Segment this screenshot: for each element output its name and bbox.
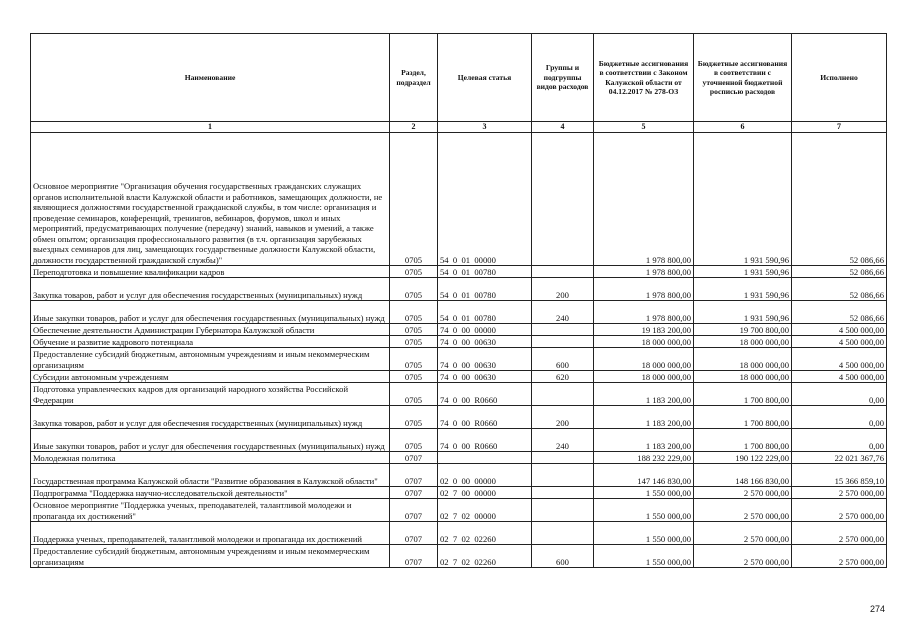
row-refined: 2 570 000,00 — [694, 545, 792, 568]
row-target: 74 0 00 00630 — [438, 371, 532, 383]
row-group — [532, 336, 594, 348]
row-law: 147 146 830,00 — [594, 464, 694, 487]
table-row — [31, 301, 887, 324]
row-section: 0705 — [390, 383, 438, 406]
col-number: 1 — [31, 122, 390, 133]
row-executed: 0,00 — [792, 406, 887, 429]
row-executed: 4 500 000,00 — [792, 324, 887, 336]
table-row — [31, 324, 887, 336]
row-group — [532, 499, 594, 522]
row-name: Закупка товаров, работ и услуг для обеспечения государственных (муниципальных) нужд — [31, 278, 390, 301]
row-executed: 2 570 000,00 — [792, 487, 887, 499]
row-target: 74 0 00 00630 — [438, 348, 532, 371]
header-target: Целевая статья — [438, 34, 532, 122]
row-executed: 52 086,66 — [792, 301, 887, 324]
row-executed: 4 500 000,00 — [792, 336, 887, 348]
header-law: Бюджетные ассигнования в соответствии с Законом Калужской области от 04.12.2017 № 278-ОЗ — [594, 34, 694, 122]
row-group — [532, 522, 594, 545]
row-executed: 2 570 000,00 — [792, 499, 887, 522]
row-executed: 4 500 000,00 — [792, 348, 887, 371]
row-name: Подготовка управленческих кадров для организаций народного хозяйства Российской Федерации — [31, 383, 390, 406]
table-row — [31, 452, 887, 464]
row-name: Субсидии автономным учреждениям — [31, 371, 390, 383]
row-target: 74 0 00 00000 — [438, 324, 532, 336]
row-law: 1 550 000,00 — [594, 487, 694, 499]
row-law: 1 550 000,00 — [594, 545, 694, 568]
row-target: 54 0 01 00780 — [438, 301, 532, 324]
row-law: 18 000 000,00 — [594, 348, 694, 371]
row-target: 74 0 00 R0660 — [438, 429, 532, 452]
row-name: Обучение и развитие кадрового потенциала — [31, 336, 390, 348]
row-refined: 1 931 590,96 — [694, 278, 792, 301]
table-row — [31, 464, 887, 487]
row-target — [438, 452, 532, 464]
row-section: 0707 — [390, 464, 438, 487]
row-section: 0707 — [390, 487, 438, 499]
row-law: 1 978 800,00 — [594, 301, 694, 324]
row-group — [532, 266, 594, 278]
row-group — [532, 452, 594, 464]
row-name: Основное мероприятие "Поддержка ученых, преподавателей, талантливой молодежи и пропаганда их достижений" — [31, 499, 390, 522]
row-refined: 18 000 000,00 — [694, 371, 792, 383]
row-refined: 1 700 800,00 — [694, 383, 792, 406]
table-row — [31, 429, 887, 452]
row-target: 54 0 01 00000 — [438, 133, 532, 266]
table-row — [31, 266, 887, 278]
row-section: 0705 — [390, 406, 438, 429]
table-row — [31, 336, 887, 348]
col-number: 5 — [594, 122, 694, 133]
row-group — [532, 133, 594, 266]
row-target: 02 7 02 00000 — [438, 499, 532, 522]
row-refined: 1 931 590,96 — [694, 266, 792, 278]
row-refined: 1 931 590,96 — [694, 133, 792, 266]
row-law: 18 000 000,00 — [594, 336, 694, 348]
table-row — [31, 278, 887, 301]
row-target: 02 7 02 02260 — [438, 522, 532, 545]
row-law: 1 978 800,00 — [594, 133, 694, 266]
col-number: 3 — [438, 122, 532, 133]
row-name: Предоставление субсидий бюджетным, автономным учреждениям и иным некоммерческим организациям — [31, 545, 390, 568]
row-executed: 52 086,66 — [792, 278, 887, 301]
header-section: Раздел, подраздел — [390, 34, 438, 122]
row-section: 0705 — [390, 301, 438, 324]
row-executed: 0,00 — [792, 383, 887, 406]
row-executed: 52 086,66 — [792, 133, 887, 266]
header-executed: Исполнено — [792, 34, 887, 122]
table-row — [31, 522, 887, 545]
row-target: 74 0 00 00630 — [438, 336, 532, 348]
row-target: 02 0 00 00000 — [438, 464, 532, 487]
row-target: 54 0 01 00780 — [438, 278, 532, 301]
row-name: Иные закупки товаров, работ и услуг для обеспечения государственных (муниципальных) нужд — [31, 429, 390, 452]
row-target: 02 7 02 02260 — [438, 545, 532, 568]
row-group: 240 — [532, 429, 594, 452]
col-number: 7 — [792, 122, 887, 133]
row-target: 74 0 00 R0660 — [438, 406, 532, 429]
row-executed: 52 086,66 — [792, 266, 887, 278]
row-section: 0707 — [390, 522, 438, 545]
row-name: Молодежная политика — [31, 452, 390, 464]
row-name: Государственная программа Калужской области "Развитие образования в Калужской области" — [31, 464, 390, 487]
row-name: Подпрограмма "Поддержка научно-исследовательской деятельности" — [31, 487, 390, 499]
row-section: 0705 — [390, 133, 438, 266]
col-number: 4 — [532, 122, 594, 133]
row-refined: 19 700 800,00 — [694, 324, 792, 336]
row-group: 200 — [532, 278, 594, 301]
row-refined: 190 122 229,00 — [694, 452, 792, 464]
header-name: Наименование — [31, 34, 390, 122]
row-name: Предоставление субсидий бюджетным, автономным учреждениям и иным некоммерческим организациям — [31, 348, 390, 371]
row-section: 0707 — [390, 499, 438, 522]
row-name: Обеспечение деятельности Администрации Губернатора Калужской области — [31, 324, 390, 336]
row-refined: 2 570 000,00 — [694, 522, 792, 545]
row-law: 1 550 000,00 — [594, 499, 694, 522]
row-group — [532, 383, 594, 406]
table-row — [31, 545, 887, 568]
row-name: Основное мероприятие "Организация обучения государственных гражданских служащих органов исполнительной власти Калужской области и работников, замещающих должности, не являющиеся должностями государственной гражданской службы, в том числе: организация и проведение семинаров, конференций, тренингов, вебинаров, форумов, школ и иных мероприятий, предусматривающих получение (передачу) знаний, навыков и умений, а также обмен опытом; организация профессионального развития (в т.ч. организация зарубежных выездных семинаров для лиц, замещающих государственные должности Калужской области, должности государственной гражданской службы)" — [31, 133, 390, 266]
row-target: 74 0 00 R0660 — [438, 383, 532, 406]
row-section: 0707 — [390, 452, 438, 464]
row-section: 0707 — [390, 545, 438, 568]
row-section: 0705 — [390, 324, 438, 336]
table-row — [31, 348, 887, 371]
row-law: 1 183 200,00 — [594, 406, 694, 429]
row-section: 0705 — [390, 278, 438, 301]
row-section: 0705 — [390, 348, 438, 371]
row-executed: 0,00 — [792, 429, 887, 452]
table-row — [31, 406, 887, 429]
row-refined: 18 000 000,00 — [694, 348, 792, 371]
table-row — [31, 499, 887, 522]
row-group — [532, 464, 594, 487]
row-law: 19 183 200,00 — [594, 324, 694, 336]
row-group: 200 — [532, 406, 594, 429]
row-executed: 4 500 000,00 — [792, 371, 887, 383]
row-refined: 1 700 800,00 — [694, 429, 792, 452]
table-row — [31, 487, 887, 499]
row-executed: 2 570 000,00 — [792, 522, 887, 545]
row-section: 0705 — [390, 429, 438, 452]
row-target: 54 0 01 00780 — [438, 266, 532, 278]
row-group: 600 — [532, 545, 594, 568]
row-refined: 148 166 830,00 — [694, 464, 792, 487]
row-law: 18 000 000,00 — [594, 371, 694, 383]
row-section: 0705 — [390, 336, 438, 348]
row-law: 188 232 229,00 — [594, 452, 694, 464]
row-law: 1 978 800,00 — [594, 266, 694, 278]
row-group: 240 — [532, 301, 594, 324]
col-number: 2 — [390, 122, 438, 133]
row-section: 0705 — [390, 371, 438, 383]
row-name: Иные закупки товаров, работ и услуг для обеспечения государственных (муниципальных) нужд — [31, 301, 390, 324]
row-target: 02 7 00 00000 — [438, 487, 532, 499]
table-row — [31, 371, 887, 383]
row-refined: 1 700 800,00 — [694, 406, 792, 429]
row-law: 1 183 200,00 — [594, 429, 694, 452]
row-refined: 18 000 000,00 — [694, 336, 792, 348]
row-section: 0705 — [390, 266, 438, 278]
header-groups: Группы и подгруппы видов расходов — [532, 34, 594, 122]
row-refined: 2 570 000,00 — [694, 499, 792, 522]
row-refined: 1 931 590,96 — [694, 301, 792, 324]
row-group — [532, 324, 594, 336]
row-group: 620 — [532, 371, 594, 383]
row-law: 1 978 800,00 — [594, 278, 694, 301]
row-executed: 22 021 367,76 — [792, 452, 887, 464]
row-name: Поддержка ученых, преподавателей, талантливой молодежи и пропаганда их достижений — [31, 522, 390, 545]
table-row — [31, 383, 887, 406]
row-group: 600 — [532, 348, 594, 371]
row-law: 1 183 200,00 — [594, 383, 694, 406]
page-number: 274 — [869, 604, 885, 614]
row-executed: 15 366 859,10 — [792, 464, 887, 487]
row-group — [532, 487, 594, 499]
table-row — [31, 133, 887, 266]
col-number: 6 — [694, 122, 792, 133]
row-name: Закупка товаров, работ и услуг для обеспечения государственных (муниципальных) нужд — [31, 406, 390, 429]
budget-table — [30, 33, 887, 568]
row-name: Переподготовка и повышение квалификации кадров — [31, 266, 390, 278]
header-refined: Бюджетные ассигнования в соответствии с уточненной бюджетной росписью расходов — [694, 34, 792, 122]
row-law: 1 550 000,00 — [594, 522, 694, 545]
row-executed: 2 570 000,00 — [792, 545, 887, 568]
row-refined: 2 570 000,00 — [694, 487, 792, 499]
